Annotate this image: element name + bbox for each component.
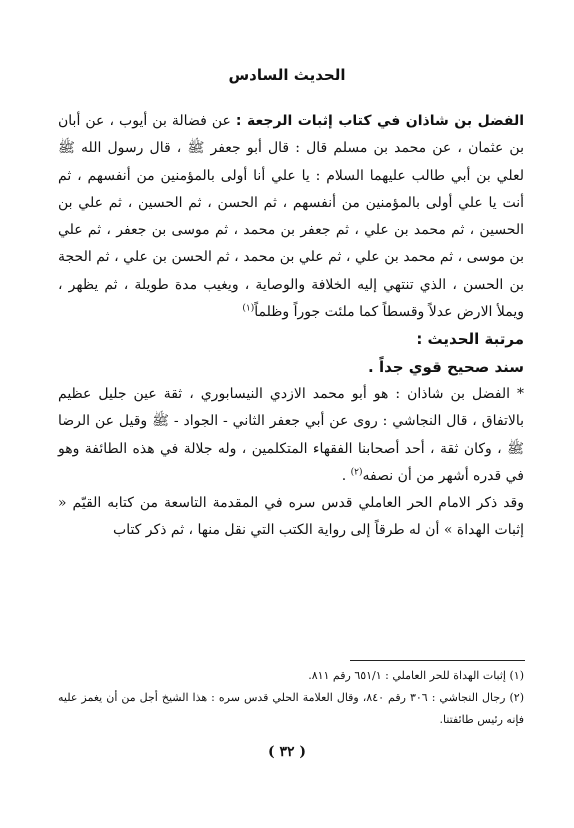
source-citation: الفضل بن شاذان في كتاب إثبات الرجعة : [235, 113, 524, 129]
narrator-bio-paragraph [58, 381, 524, 490]
narrator-bio-text: * الفضل بن شاذان : هو أبو محمد الازدي النيسابوري ، ثقة عين جليل عظيم بالاتفاق ، قال النجاشي : روى عن أبي جعفر الثاني - الجواد - ﷺ وقيل عن الرضا ﷺ ، وكان ثقة ، أحد أصحابنا الفقهاء المتكلمين ، وله جلالة في هذه الطائفة وهو في قدره أشهر من أن نصفه [58, 385, 524, 484]
footnotes [58, 665, 524, 731]
hadith-paragraph [58, 108, 524, 326]
rank-heading: مرتبة الحديث : [416, 330, 524, 349]
footnote-2: (٢) رجال النجاشي : ٣٠٦ رقم ٨٤٠، وقال العلامة الحلي قدس سره : هذا الشيخ أجل من أن يغمز عليه فإنه رئيس طائفتنا. [58, 691, 524, 726]
page-number: ( ٣٢ ) [267, 744, 307, 760]
footnote-ref-2[interactable]: (٢) [350, 467, 363, 478]
closing-paragraph: وقد ذكر الامام الحر العاملي قدس سره في المقدمة التاسعة من كتابه القيّم « إثبات الهداة » أن له طرقاً إلى رواية الكتب التي نقل منها ، ثم ذكر كتاب [58, 495, 525, 539]
rank-value: سند صحيح قوي جداً . [368, 357, 524, 376]
hadith-narration: عن فضالة بن أيوب ، عن أبان بن عثمان ، عن محمد بن مسلم قال : قال أبو جعفر ﷺ ، قال رسول الله ﷺ لعلي بن أبي طالب عليهما السلام : يا علي أنا أولى بالمؤمنين من أنفسهم ، ثم أنت يا علي أولى بالمؤمنين من أنفسهم ، ثم الحسن ، ثم الحسين ، ثم علي بن الحسين ، ثم محمد بن علي ، ثم جعفر بن محمد ، ثم موسى بن جعفر ، ثم علي بن موسى ، ثم محمد بن علي ، ثم علي بن محمد ، ثم الحسن بن علي ، ثم الحجة بن الحسن ، الذي تنتهي إليه الخلافة والوصاية ، ويغيب مدة طويلة ، ثم يظهر ، ويملأ الارض عدلاً وقسطاً كما ملئت جوراً وظلماً [58, 113, 524, 321]
main-body [58, 108, 524, 545]
page-heading: الحديث السادس [228, 66, 346, 84]
footnote-ref-1[interactable]: (١) [242, 303, 255, 314]
footnote-1: (١) إثبات الهداة للحر العاملي : ٦٥١/١ رقم ٨١١. [308, 669, 524, 682]
narrator-bio-end: . [341, 467, 351, 484]
footnote-divider [350, 660, 525, 661]
